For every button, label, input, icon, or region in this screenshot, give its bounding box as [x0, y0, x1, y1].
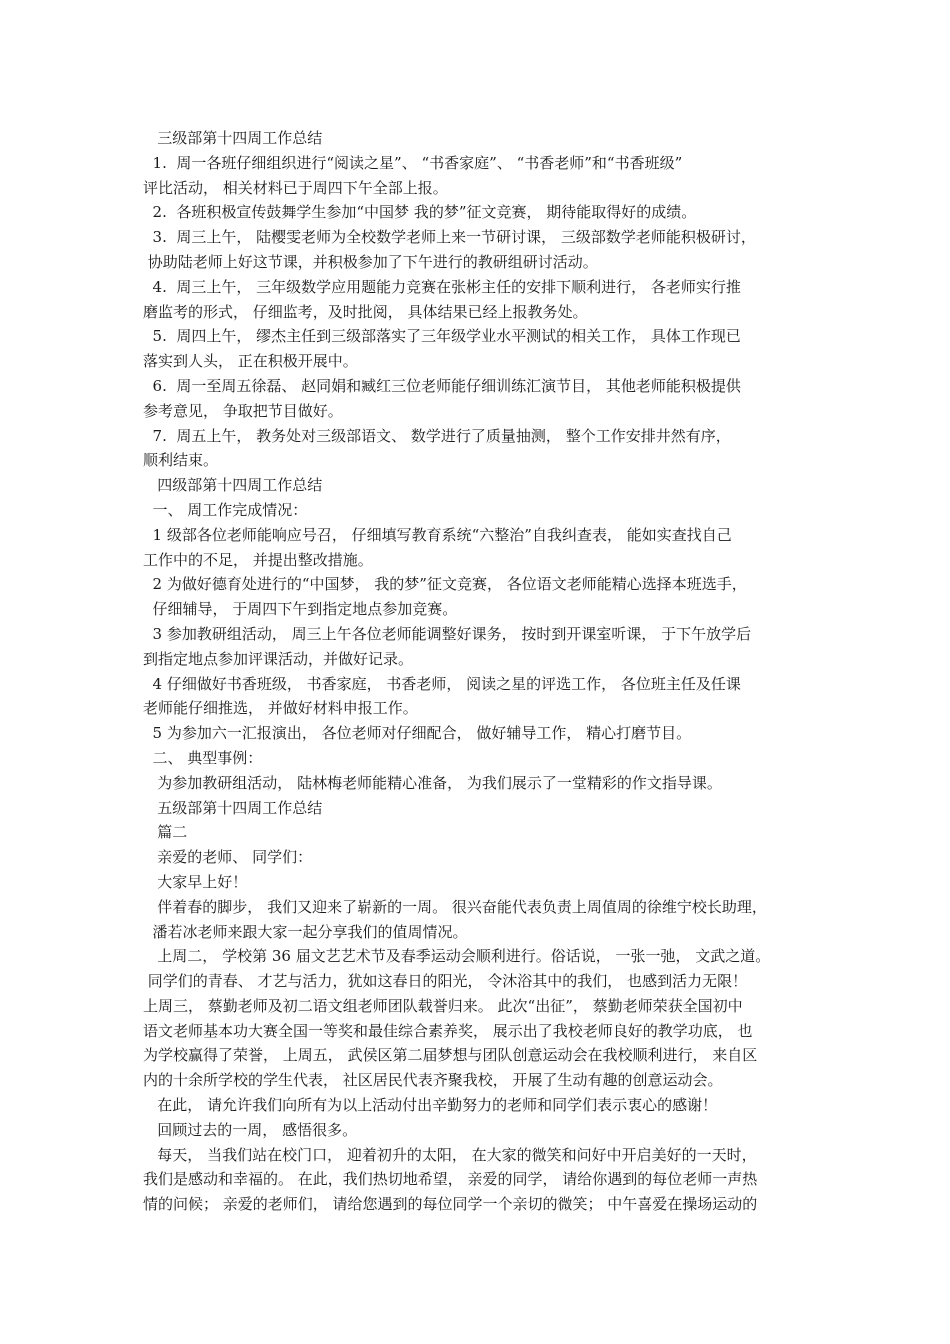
text-line: 篇二: [143, 823, 188, 842]
text-line: 亲爱的老师、 同学们：: [143, 848, 313, 867]
text-line: 一、 周工作完成情况：: [143, 500, 308, 519]
text-line: 每天， 当我们站在校门口， 迎着初升的太阳， 在大家的微笑和问好中开启美好的一天时，: [143, 1145, 757, 1164]
text-line: 工作中的不足， 并提出整改措施。: [143, 550, 373, 569]
text-line: 3. 周三上午， 陆樱雯老师为全校数学老师上来一节研讨课， 三级部数学老师能积极研讨，: [143, 228, 756, 247]
text-line: 2. 各班积极宣传鼓舞学生参加“中国梦 我的梦”征文竞赛， 期待能取得好的成绩。: [143, 203, 697, 222]
text-line: 6. 周一至周五徐磊、 赵同娟和臧红三位老师能仔细训练汇演节目， 其他老师能积极提供: [143, 376, 741, 395]
text-line: 三级部第十四周工作总结: [143, 129, 323, 147]
text-line: 内的十余所学校的学生代表， 社区居民代表齐聚我校， 开展了生动有趣的创意运动会。: [143, 1071, 723, 1090]
text-line: 协助陆老师上好这节课，并积极参加了下午进行的教研组研讨活动。: [143, 252, 598, 271]
text-line: 老师能仔细推选， 并做好材料申报工作。: [143, 699, 418, 718]
text-line: 仔细辅导， 于周四下午到指定地点参加竞赛。: [143, 600, 458, 619]
text-line: 潘若冰老师来跟大家一起分享我们的值周情况。: [143, 922, 468, 941]
text-line: 伴着春的脚步， 我们又迎来了崭新的一周。 很兴奋能代表负责上周值周的徐维宁校长助理，: [143, 897, 767, 916]
text-line: 1 级部各位老师能响应号召， 仔细填写教育系统“六整治”自我纠查表， 能如实查找自己: [143, 525, 732, 544]
text-line: 4. 周三上午， 三年级数学应用题能力竞赛在张彬主任的安排下顺利进行， 各老师实行推: [143, 277, 741, 296]
text-line: 落实到人头， 正在积极开展中。: [143, 352, 358, 371]
text-line: 2 为做好德育处进行的“中国梦， 我的梦”征文竞赛， 各位语文老师能精心选择本班选手，: [143, 575, 747, 594]
text-line: 上周二， 学校第 36 届文艺艺术节及春季运动会顺利进行。俗话说， 一张一弛， 文武之道。: [143, 947, 771, 966]
text-line: 3 参加教研组活动， 周三上午各位老师能调整好课务， 按时到开课室听课， 于下午放学后: [143, 624, 752, 643]
text-line: 顺利结束。: [143, 451, 219, 470]
text-line: 7. 周五上午， 教务处对三级部语文、 数学进行了质量抽测， 整个工作安排井然有序，: [143, 426, 731, 445]
text-line: 4 仔细做好书香班级， 书香家庭， 书香老师， 阅读之星的评选工作， 各位班主任及任课: [143, 674, 741, 693]
text-line: 大家早上好！: [143, 872, 248, 891]
text-line: 语文老师基本功大赛全国一等奖和最佳综合素养奖， 展示出了我校老师良好的教学功底， 也: [143, 1021, 753, 1040]
text-line: 到指定地点参加评课活动，并做好记录。: [143, 649, 414, 668]
text-line: 5. 周四上午， 缪杰主任到三级部落实了三年级学业水平测试的相关工作， 具体工作现已: [143, 327, 741, 346]
text-line: 情的问候； 亲爱的老师们， 请给您遇到的每位同学一个亲切的微笑； 中午喜爱在操场运动的: [143, 1195, 758, 1214]
text-line: 1. 周一各班仔细组织进行“阅读之星”、 “书香家庭”、 “书香老师”和“书香班级”: [143, 153, 683, 172]
document-body: [143, 126, 823, 1217]
text-line: 评比活动， 相关材料已于周四下午全部上报。: [143, 178, 448, 197]
text-line: 我们是感动和幸福的。 在此，我们热切地希望， 亲爱的同学， 请给你遇到的每位老师一声热: [143, 1170, 758, 1189]
text-line: 为参加教研组活动， 陆林梅老师能精心准备， 为我们展示了一堂精彩的作文指导课。: [143, 773, 722, 792]
text-line: 四级部第十四周工作总结: [143, 476, 323, 495]
text-line: 5 为参加六一汇报演出， 各位老师对仔细配合， 做好辅导工作， 精心打磨节目。: [143, 724, 692, 743]
text-line: 上周三， 蔡勤老师及初二语文组老师团队载誉归来。 此次“出征”， 蔡勤老师荣获全国初中: [143, 996, 743, 1015]
text-line: 五级部第十四周工作总结: [143, 798, 323, 817]
text-line: 在此， 请允许我们向所有为以上活动付出辛勤努力的老师和同学们表示衷心的感谢！: [143, 1096, 718, 1115]
text-line: 回顾过去的一周， 感悟很多。: [143, 1120, 358, 1139]
text-line: 二、 典型事例：: [143, 748, 263, 767]
text-line: 同学们的青春、 才艺与活力，犹如这春日的阳光， 令沐浴其中的我们， 也感到活力无限！: [143, 972, 748, 991]
text-line: 磨监考的形式， 仔细监考，及时批阅， 具体结果已经上报教务处。: [143, 302, 588, 321]
text-line: 为学校赢得了荣誉， 上周五， 武侯区第二届梦想与团队创意运动会在我校顺利进行， 来自区: [143, 1046, 758, 1065]
text-line: 参考意见， 争取把节目做好。: [143, 401, 343, 420]
